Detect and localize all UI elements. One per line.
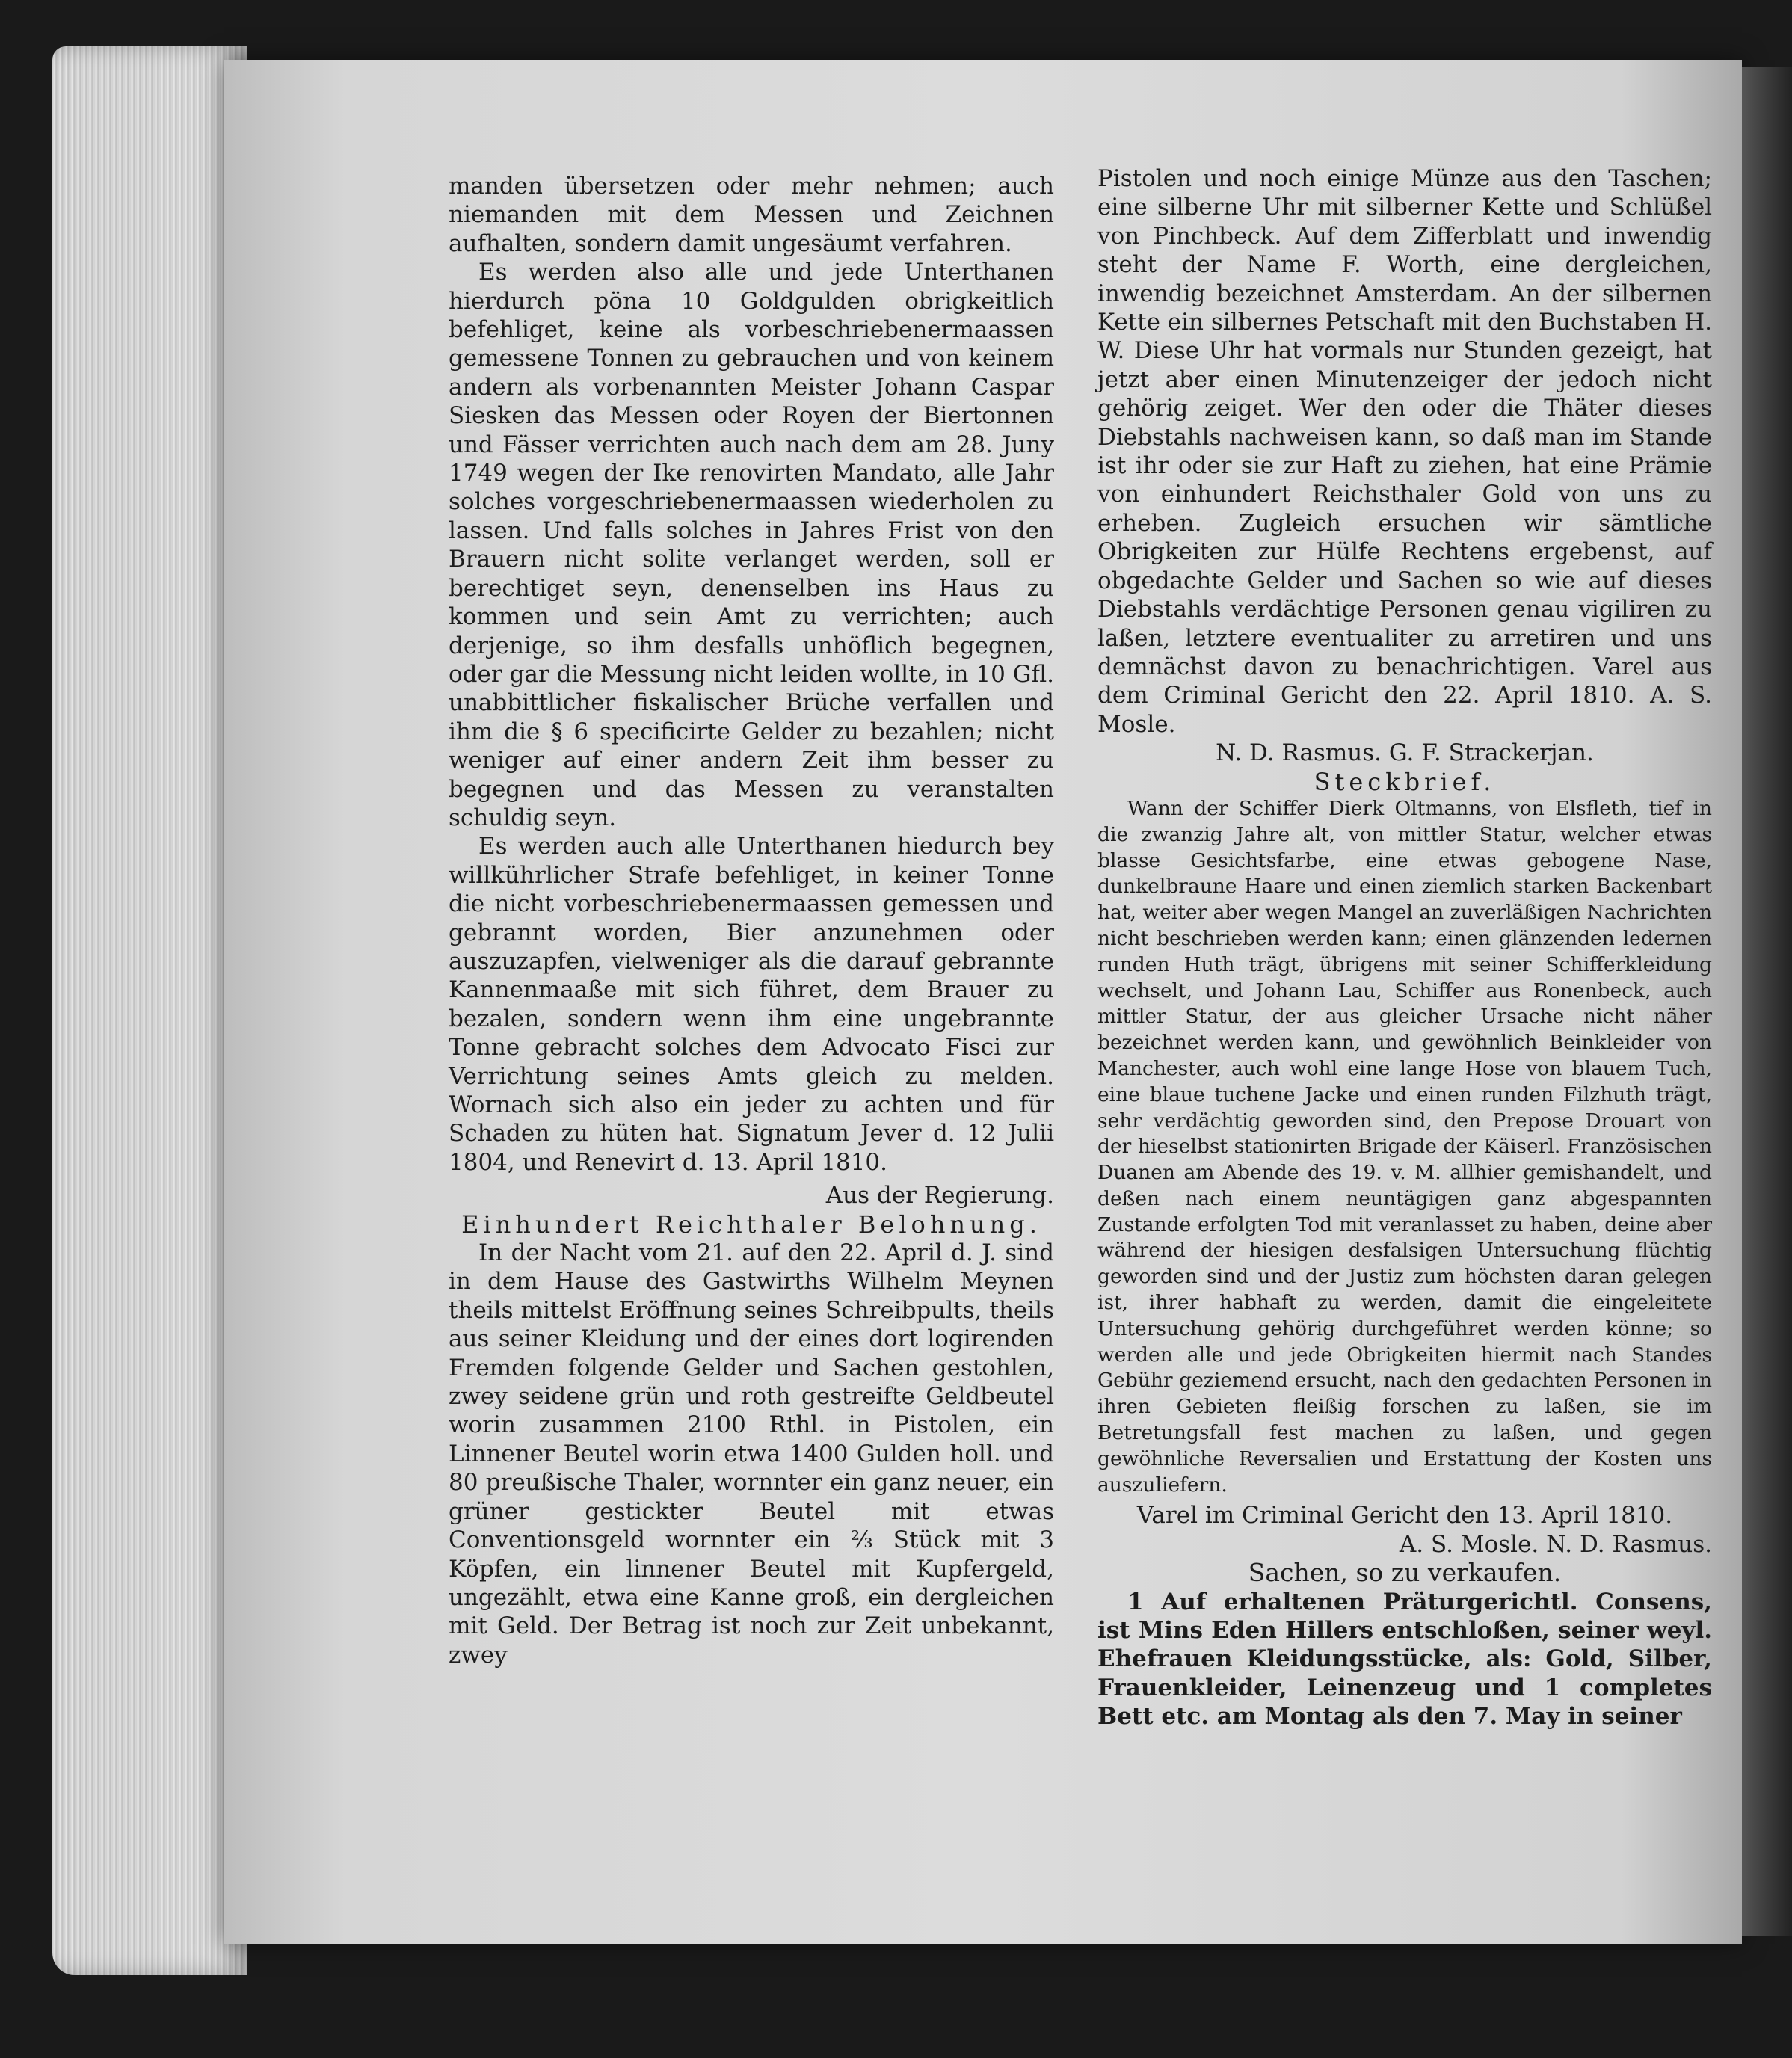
left-column — [449, 172, 1054, 1669]
notice-heading: Einhundert Reichthaler Belohnung. — [461, 1210, 1041, 1239]
dateline: Varel im Criminal Gericht den 13. April 1810. — [1136, 1502, 1673, 1529]
gutter-shadow — [1742, 67, 1792, 1936]
section-heading: Steckbrief. — [1314, 767, 1496, 796]
signature-line: Aus der Regierung. — [825, 1182, 1054, 1210]
paragraph: Es werden also alle und jede Unterthanen hierdurch pöna 10 Goldgulden obrigkeitlich befehliget, keine als vorbeschriebenermaassen gemessene Tonnen zu gebrauchen und von keinem andern als vorbenannten Meister Johann Caspar Siesken das Messen oder Royen der Biertonnen und Fässer verrichten auch nach dem am 28. Juny 1749 wegen der Ike renovirten Mandato, alle Jahr solches vorgeschriebenermaassen wiederholen zu lassen. Und falls solches in Jahres Frist von den Brauern nicht solite verlanget werden, soll er berechtiget seyn, denenselben ins Haus zu kommen und sein Amt zu verrichten; auch derjenige, so ihm desfalls unhöflich begegnen, oder gar die Messung nicht leiden wollte, in 10 Gfl. unabbittlicher fiskalischer Brüche verfallen und ihm die § 6 specificirte Gelder zu bezahlen; nicht weniger auf einer andern Zeit ihm besser zu begegnen und das Messen zu veranstalten schuldig seyn. — [449, 259, 1054, 831]
right-column — [1097, 164, 1712, 1731]
book-page-edges — [52, 46, 247, 1975]
paragraph: manden übersetzen oder mehr nehmen; auch niemanden mit dem Messen und Zeichnen aufhalten, sondern damit ungesäumt verfahren. — [449, 173, 1054, 257]
signers-line: N. D. Rasmus. G. F. Strackerjan. — [1216, 739, 1594, 767]
paragraph: 1 Auf erhaltenen Präturgerichtl. Consens, ist Mins Eden Hillers entschloßen, seiner weyl. Ehefrauen Kleidungsstücke, als: Gold, Silber, Frauenkleider, Leinenzeug und 1 completes Bett etc. am Montag als den 7. May in seiner — [1097, 1588, 1712, 1731]
paragraph: In der Nacht vom 21. auf den 22. April d. J. sind in dem Hause des Gastwirths Wilhelm Meynen theils mittelst Eröffnung seines Schreibpults, theils aus seiner Kleidung und der eines dort logirenden Fremden folgende Gelder und Sachen gestohlen, zwey seidene grün und roth gestreifte Geldbeutel worin zusammen 2100 Rthl. in Pistolen, ein Linnener Beutel worin etwa 1400 Gulden holl. und 80 preußische Thaler, wornnter ein ganz neuer, ein grüner gestickter Beutel mit etwas Conventionsgeld wornnter ein ⅔ Stück mit 3 Köpfen, ein linnener Beutel mit Kupfergeld, ungezählt, etwa eine Kanne groß, ein dergleichen mit Geld. Der Betrag ist noch zur Zeit unbekannt, zwey — [449, 1239, 1054, 1669]
signers-line: A. S. Mosle. N. D. Rasmus. — [1399, 1530, 1712, 1558]
section-heading: Sachen, so zu verkaufen. — [1248, 1558, 1562, 1588]
paragraph: Es werden auch alle Unterthanen hiedurch bey willkührlicher Strafe befehliget, in keiner Tonne die nicht vorbeschriebenermaassen gemessen und gebrannt worden, Bier anzunehmen oder auszuzapfen, vielweniger als die darauf gebrannte Kannenmaaße mit sich führet, dem Brauer zu bezalen, sondern wenn ihm eine ungebrannte Tonne gebracht solches dem Advocato Fisci zur Verrichtung seines Amts gleich zu melden. Wornach sich also ein jeder zu achten und für Schaden zu hüten hat. Signatum Jever d. 12 Julii 1804, und Renevirt d. 13. April 1810. — [449, 833, 1054, 1176]
paragraph: Pistolen und noch einige Münze aus den Taschen; eine silberne Uhr mit silberner Kette und Schlüßel von Pinchbeck. Auf dem Zifferblatt und inwendig steht der Name F. Worth, eine dergleichen, inwendig bezeichnet Amsterdam. An der silbernen Kette ein silbernes Petschaft mit den Buchstaben H. W. Diese Uhr hat vormals nur Stunden gezeigt, hat jetzt aber einen Minutenzeiger der jedoch nicht gehörig zeiget. Wer den oder die Thäter dieses Diebstahls nachweisen kann, so daß man im Stande ist ihr oder sie zur Haft zu ziehen, hat eine Prämie von einhundert Reichsthaler Gold von uns zu erheben. Zugleich ersuchen wir sämtliche Obrigkeiten zur Hülfe Rechtens ergebenst, auf obgedachte Gelder und Sachen so wie auf dieses Diebstahls verdächtige Personen genau vigiliren zu laßen, letztere eventualiter zu arretiren und uns demnächst davon zu benachrichtigen. Varel aus dem Criminal Gericht den 22. April 1810. A. S. Mosle. — [1097, 165, 1712, 738]
paragraph: Wann der Schiffer Dierk Oltmanns, von Elsfleth, tief in die zwanzig Jahre alt, von mittler Statur, welcher etwas blasse Gesichtsfarbe, eine etwas gebogene Nase, dunkelbraune Haare und einen ziemlich starken Backenbart hat, weiter aber wegen Mangel an zuverläßigen Nachrichten nicht beschrieben werden kann; einen glänzenden ledernen runden Huth trägt, übrigens mit seiner Schifferkleidung wechselt, und Johann Lau, Schiffer aus Ronenbeck, auch mittler Statur, der aus gleicher Ursache nicht näher bezeichnet werden kann, und gewöhnlich Beinkleider von Manchester, auch wohl eine lange Hose von blauem Tuch, eine blaue tuchene Jacke und einen runden Filzhuth trägt, sehr verdächtig geworden sind, den Prepose Drouart von der hieselbst stationirten Brigade der Käiserl. Französischen Duanen am Abende des 19. v. M. allhier gemishandelt, und deßen nach einem neuntägigen ganz abgespannten Zustande erfolgten Tod mit veranlasset zu haben, deine aber während der hiesigen desfalsigen Untersuchung flüchtig geworden sind und der Justiz zum höchsten daran gelegen ist, ihrer habhaft zu werden, damit die eingeleitete Untersuchung gehörig durchgeführet werden könne; so werden alle und jede Obrigkeiten hiermit nach Standes Gebühr geziemend ersucht, nach den gedachten Personen in ihren Gebieten fleißig forschen zu laßen, sie im Betretungsfall fest machen zu laßen, und gegen gewöhnliche Reversalien und Erstattung der Kosten uns auszuliefern. — [1097, 796, 1712, 1497]
